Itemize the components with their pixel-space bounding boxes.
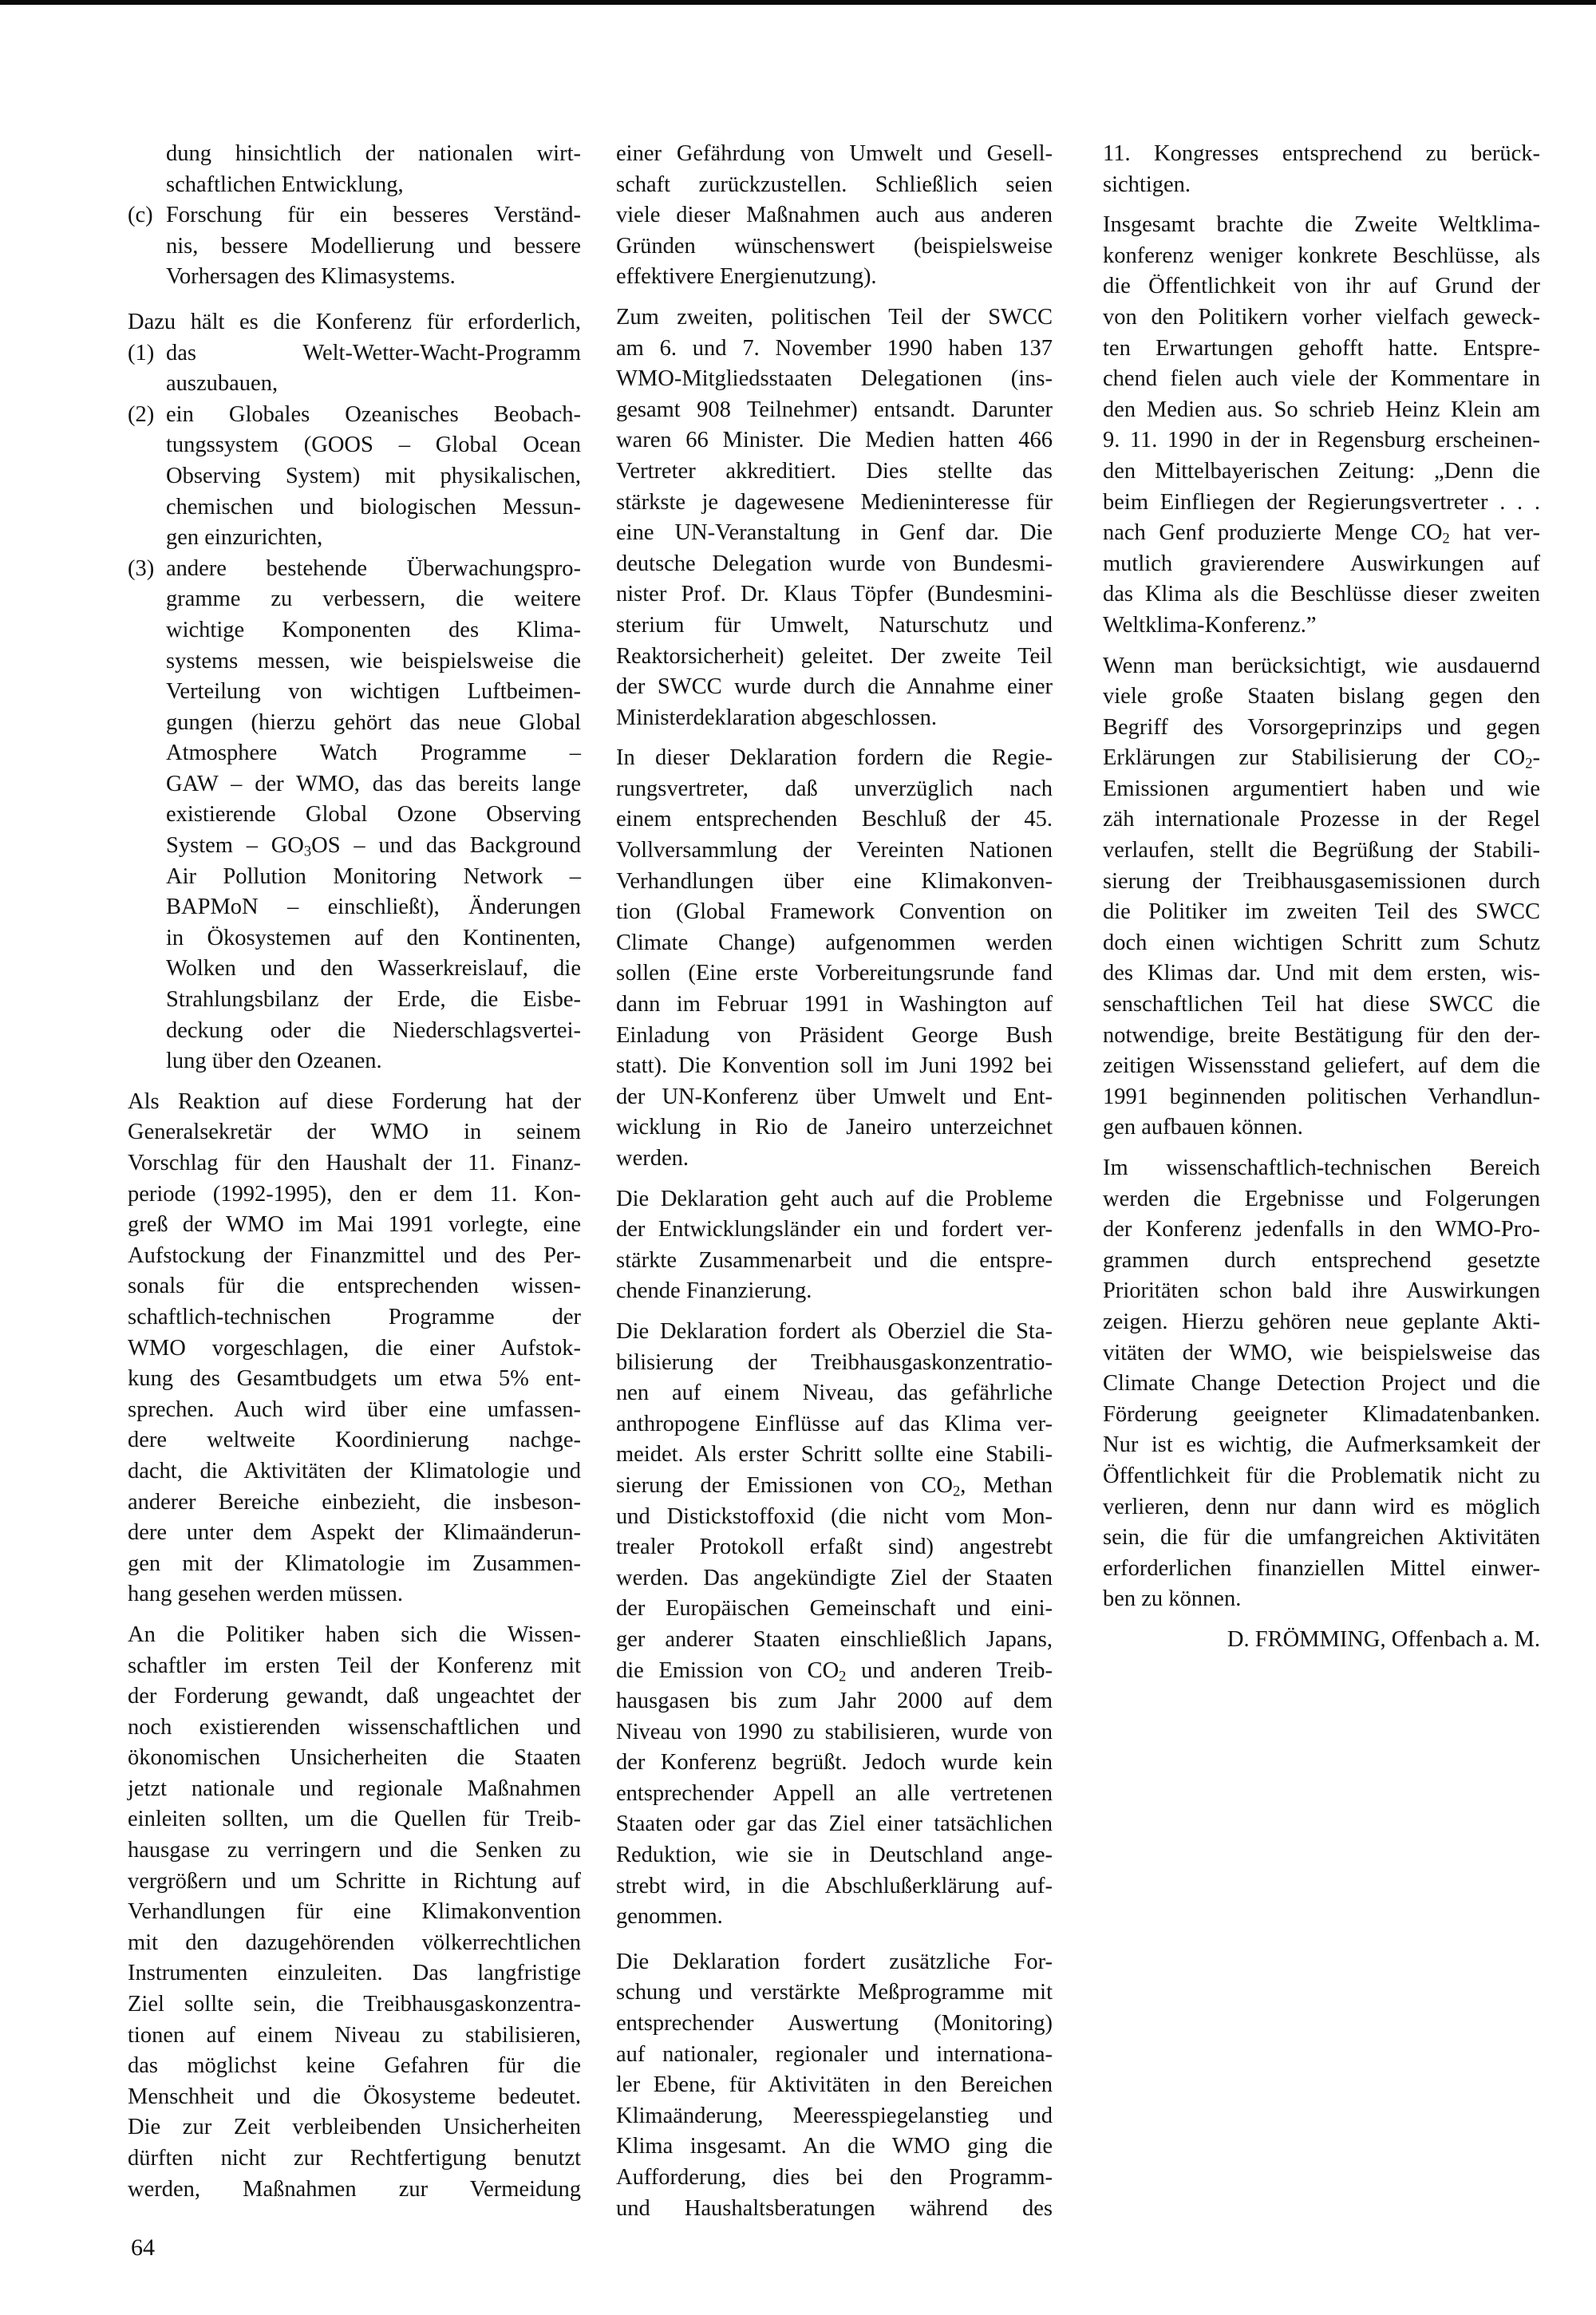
column-middle	[616, 139, 1053, 2234]
text-line: Atmosphere Watch Programme –	[166, 741, 581, 766]
text-line: werden die Ergebnisse und Folgerungen	[1103, 1186, 1540, 1211]
text-line: Klima insgesamt. An die WMO ging die	[616, 2134, 1053, 2159]
text-line: sollen (Eine erste Vorbereitungsrunde fand	[616, 961, 1053, 986]
text-line: BAPMoN – einschließt), Änderungen	[166, 895, 581, 920]
text-line: tionen auf einem Niveau zu stabilisieren,	[128, 2022, 581, 2048]
text-line: das Klima als die Beschlüsse dieser zweiten	[1103, 582, 1540, 607]
text-line: auszubauen,	[166, 371, 279, 397]
paragraph-developing-countries	[616, 1184, 1053, 1307]
list-label: (1)	[128, 340, 155, 365]
text-line: senschaftlichen Teil hat diese SWCC die	[1103, 992, 1540, 1017]
text-line: dürften nicht zur Rechtfertigung benutzt	[128, 2146, 581, 2171]
text-line: rungsvertreter, daß unverzüglich nach	[616, 776, 1053, 801]
paragraph-continuation	[616, 139, 1053, 293]
text-line: werden. Das angekündigte Ziel der Staaten	[616, 1565, 1053, 1590]
text-line: ten Erwartungen gehofft hatte. Entspre-	[1103, 335, 1540, 361]
text-line: der Konferenz jedenfalls in den WMO-Pro-	[1103, 1217, 1540, 1242]
text-line: An die Politiker haben sich die Wissen-	[128, 1622, 581, 1647]
text-line: einleiten sollten, um die Quellen für Treib-	[128, 1807, 581, 1832]
text-line: Klimaänderung, Meeresspiegelanstieg und	[616, 2103, 1053, 2128]
text-line: Verhandlungen über eine Klimakonven-	[616, 868, 1053, 894]
text-line: verlieren, denn nur dann wird es möglich	[1103, 1494, 1540, 1519]
text-line: Ziel sollte sein, die Treibhausgaskonzentra-	[128, 1992, 581, 2017]
list-item-1	[128, 338, 581, 400]
text-line: Instrumenten einzuleiten. Das langfristige	[128, 1961, 581, 1986]
list-item-c	[128, 200, 581, 293]
text-line: Als Reaktion auf diese Forderung hat der	[128, 1088, 581, 1114]
paragraph-congress	[1103, 139, 1540, 200]
text-line: effektivere Energienutzung).	[616, 264, 877, 290]
text-line: Gründen wünschenswert (beispielsweise	[616, 233, 1053, 259]
text-line: der UN-Konferenz über Umwelt und Ent-	[616, 1084, 1053, 1109]
text-line: mit den dazugehörenden völkerrechtlichen	[128, 1930, 581, 1955]
text-line: WMO-Mitgliedsstaaten Delegationen (ins-	[616, 366, 1053, 392]
text-line: und Haushaltsberatungen während des	[616, 2195, 1053, 2221]
text-line: zäh internationale Prozesse in der Regel	[1103, 807, 1540, 832]
text-line: Wolken und den Wasserkreislauf, die	[166, 956, 581, 982]
text-line: anderer Bereiche einbezieht, die insbeson-	[128, 1489, 581, 1515]
text-line: Menschheit und die Ökosysteme bedeutet.	[128, 2084, 581, 2109]
text-line: den Medien aus. So schrieb Heinz Klein am	[1103, 397, 1540, 422]
text-line: Öffentlichkeit für die Problematik nicht zu	[1103, 1463, 1540, 1488]
paragraph-budget	[128, 1087, 581, 1610]
text-line: ökonomischen Unsicherheiten die Staaten	[128, 1745, 581, 1771]
text-line: wichtige Komponenten des Klima-	[166, 617, 581, 642]
text-line: 1991 beginnenden politischen Verhandlun-	[1103, 1084, 1540, 1109]
text-line: dere weltweite Koordinierung nachge-	[128, 1428, 581, 1453]
text-line: 11. Kongresses entsprechend zu berück-	[1103, 141, 1540, 166]
text-line: das möglichst keine Gefahren für die	[128, 2053, 581, 2079]
text-line: Ministerdeklaration abgeschlossen.	[616, 705, 938, 730]
text-line: chende Finanzierung.	[616, 1278, 812, 1304]
text-line: Die Deklaration fordert zusätzliche For-	[616, 1949, 1053, 1974]
text-line: gramme zu verbessern, die weitere	[166, 587, 581, 612]
text-line: Vorschlag für den Haushalt der 11. Finanz-	[128, 1151, 581, 1175]
text-line: dung hinsichtlich der nationalen wirt-	[166, 141, 581, 166]
text-line: hang gesehen werden müssen.	[128, 1582, 404, 1607]
text-line: einer Gefährdung von Umwelt und Gesell-	[616, 141, 1053, 166]
text-line: gen aufbauen können.	[1103, 1115, 1303, 1140]
text-line: sein, die für die umfangreichen Aktivitäten	[1103, 1525, 1540, 1551]
text-line: die Politiker im zweiten Teil des SWCC	[1103, 899, 1540, 925]
paragraph-outlook	[1103, 1153, 1540, 1615]
paragraph-political-part	[616, 302, 1053, 733]
text-line: mutlich gravierendere Auswirkungen auf	[1103, 551, 1540, 576]
text-line: dann im Februar 1991 in Washington auf	[616, 992, 1053, 1017]
paragraph-declaration	[616, 743, 1053, 1174]
text-line: hausgasen bis zum Jahr 2000 auf dem	[616, 1689, 1053, 1714]
text-line: sierung der Emissionen von $CO_2$, Methan	[616, 1472, 1053, 1500]
text-line: sterium für Umwelt, Naturschutz und	[616, 612, 1053, 638]
text-line: Im wissenschaftlich-technischen Bereich	[1103, 1156, 1540, 1180]
list-label: (c)	[128, 203, 153, 228]
text-line: am 6. und 7. November 1990 haben 137	[616, 335, 1053, 361]
text-line: Die Deklaration fordert als Oberziel die Sta-	[616, 1318, 1053, 1344]
text-line: in Ökosystemen auf den Kontinenten,	[166, 925, 581, 950]
text-line: Climate Change) aufgenommen werden	[616, 930, 1053, 955]
text-line: Aufforderung, dies bei den Programm-	[616, 2165, 1053, 2190]
text-line: Verteilung von wichtigen Luftbeimen-	[166, 679, 581, 705]
text-line: Emissionen argumentiert haben und wie	[1103, 776, 1540, 801]
text-line: beim Einfliegen der Regierungsvertreter . . .	[1103, 489, 1540, 515]
text-line: chend fielen auch viele der Kommentare in	[1103, 366, 1540, 392]
text-line: sonals für die entsprechenden wissen-	[128, 1274, 581, 1299]
paragraph-politicians	[128, 1620, 581, 2205]
text-line: verlaufen, stellt die Begrüßung der Stabili-	[1103, 838, 1540, 863]
text-line: Prioritäten schon bald ihre Auswirkungen	[1103, 1278, 1540, 1304]
text-line: meidet. Als erster Schritt sollte eine Stabili-	[616, 1442, 1053, 1468]
text-line: das Welt-Wetter-Wacht-Programm	[166, 340, 581, 365]
text-line: waren 66 Minister. Die Medien hatten 466	[616, 428, 1053, 453]
text-line: viele dieser Maßnahmen auch aus anderen	[616, 203, 1053, 228]
text-line: stärkte Zusammenarbeit und die entspre-	[616, 1247, 1053, 1273]
text-line: die Öffentlichkeit von ihr auf Grund der	[1103, 274, 1540, 299]
text-line: nach Genf produzierte Menge $CO_2$ hat ver-	[1103, 520, 1540, 547]
text-line: noch existierenden wissenschaftlichen und	[128, 1714, 581, 1740]
text-line: sprechen. Auch wird über eine umfassen-	[128, 1397, 581, 1422]
paragraph-research	[616, 1947, 1053, 2224]
text-line: System – $GO_3OS$ – und das Background	[166, 833, 581, 860]
text-line: sierung der Treibhausgasemissionen durch	[1103, 868, 1540, 894]
text-line: Zum zweiten, politischen Teil der SWCC	[616, 304, 1053, 330]
text-line: des Klimas dar. Und mit dem ersten, wis-	[1103, 961, 1540, 986]
text-line: nister Prof. Dr. Klaus Töpfer (Bundesmini-	[616, 582, 1053, 607]
text-line: erforderlichen finanziellen Mittel einwer-	[1103, 1555, 1540, 1581]
text-line: dere unter dem Aspekt der Klimaänderun-	[128, 1520, 581, 1546]
text-line: Niveau von 1990 zu stabilisieren, wurde von	[616, 1719, 1053, 1744]
text-line: Die Deklaration geht auch auf die Probleme	[616, 1186, 1053, 1211]
text-line: ler Ebene, für Aktivitäten in den Bereichen	[616, 2072, 1053, 2098]
paragraph-summary	[1103, 210, 1540, 641]
text-line: der Entwicklungsländer ein und fordert ver-	[616, 1217, 1053, 1242]
text-line: kung des Gesamtbudgets um etwa 5% ent-	[128, 1366, 581, 1392]
text-line: Reduktion, wie sie in Deutschland ange-	[616, 1843, 1053, 1868]
list-label: (2)	[128, 401, 155, 427]
text-line: Reaktorsicherheit) geleitet. Der zweite Teil	[616, 643, 1053, 669]
text-line: nen auf einem Niveau, das gefährliche	[616, 1381, 1053, 1406]
text-line: nis, bessere Modellierung und bessere	[166, 233, 581, 259]
text-line: auf nationaler, regionaler und internationa-	[616, 2041, 1053, 2067]
page-number: 64	[131, 2234, 155, 2261]
text-line: der Europäischen Gemeinschaft und eini-	[616, 1596, 1053, 1622]
list-label: (3)	[128, 555, 155, 581]
text-line: existierende Global Ozone Observing	[166, 802, 581, 828]
text-line: Förderung geeigneter Klimadatenbanken.	[1103, 1401, 1540, 1427]
text-line: einem entsprechenden Beschluß der 45.	[616, 807, 1053, 832]
text-line: zeitigen Wissensstand geliefert, auf dem die	[1103, 1053, 1540, 1079]
text-line: und Distickstoffoxid (die nicht vom Mon-	[616, 1503, 1053, 1529]
list-intro: Dazu hält es die Konferenz für erforderlich,	[128, 309, 581, 334]
text-line: genommen.	[616, 1904, 723, 1930]
text-line: eine UN-Veranstaltung in Genf dar. Die	[616, 520, 1053, 546]
text-line: Weltklima-Konferenz.”	[1103, 612, 1317, 638]
text-line: stärkste je dagewesene Medieninteresse für	[616, 489, 1053, 515]
text-line: schaftler im ersten Teil der Konferenz mit	[128, 1653, 581, 1678]
text-line: schung und verstärkte Meßprogramme mit	[616, 1980, 1053, 2005]
text-line: notwendige, breite Bestätigung für den der-	[1103, 1022, 1540, 1048]
text-line: deckung oder die Niederschlagsvertei-	[166, 1017, 581, 1043]
text-line: In dieser Deklaration fordern die Regie-	[616, 745, 1053, 771]
text-line: entsprechender Auswertung (Monitoring)	[616, 2011, 1053, 2036]
text-line: sichtigen.	[1103, 172, 1191, 197]
text-line: GAW – der WMO, das das bereits lange	[166, 771, 581, 796]
text-line: viele große Staaten bislang gegen den	[1103, 684, 1540, 709]
text-line: Forschung für ein besseres Verständ-	[166, 203, 581, 228]
text-line: ein Globales Ozeanisches Beobach-	[166, 401, 581, 427]
text-line: gen einzurichten,	[166, 525, 323, 551]
text-line: periode (1992-1995), den er dem 11. Kon-	[128, 1181, 581, 1207]
paragraph-assessment	[1103, 651, 1540, 1144]
text-line: Aufstockung der Finanzmittel und des Per-	[128, 1242, 581, 1268]
text-line: der SWCC wurde durch die Annahme einer	[616, 674, 1053, 700]
text-line: werden.	[616, 1146, 689, 1171]
text-line: gesamt 908 Teilnehmer) entsandt. Darunter	[616, 397, 1053, 422]
text-line: Begriff des Vorsorgeprinzips und gegen	[1103, 714, 1540, 740]
text-line: gen mit der Klimatologie im Zusammen-	[128, 1551, 581, 1576]
text-line: grammen durch entsprechend gesetzte	[1103, 1247, 1540, 1273]
scan-top-edge	[0, 0, 1596, 5]
column-right	[1103, 139, 1540, 1656]
text-line: jetzt nationale und regionale Maßnahmen	[128, 1776, 581, 1801]
requirements-list	[128, 307, 581, 1077]
text-line: tungssystem (GOOS – Global Ocean	[166, 433, 581, 458]
text-line: Observing System) mit physikalischen,	[166, 463, 581, 488]
text-line: Verhandlungen für eine Klimakonvention	[128, 1899, 581, 1925]
text-line: wicklung in Rio de Janeiro unterzeichnet	[616, 1115, 1053, 1140]
text-line: strebt wird, in die Abschlußerklärung auf-	[616, 1873, 1053, 1898]
text-line: Einladung von Präsident George Bush	[616, 1022, 1053, 1048]
text-line: werden, Maßnahmen zur Vermeidung	[128, 2176, 581, 2202]
text-line: hausgase zu verringern und die Senken zu	[128, 1838, 581, 1863]
text-line: konferenz weniger konkrete Beschlüsse, als	[1103, 243, 1540, 268]
text-line: dacht, die Aktivitäten der Klimatologie und	[128, 1458, 581, 1483]
text-line: trealer Protokoll erfaßt sind) angestrebt	[616, 1535, 1053, 1560]
text-line: lung über den Ozeanen.	[166, 1049, 382, 1074]
text-line: Vollversammlung der Vereinten Nationen	[616, 838, 1053, 863]
column-left	[128, 139, 581, 2214]
text-line: anthropogene Einflüsse auf das Klima ver-	[616, 1411, 1053, 1436]
text-line: vitäten der WMO, wie beispielsweise das	[1103, 1340, 1540, 1365]
text-line: schaftlichen Entwicklung,	[166, 172, 404, 197]
author-signature: D. FRÖMMING, Offenbach a. M.	[1227, 1626, 1540, 1652]
text-line: schaftlich-technischen Programme der	[128, 1304, 581, 1329]
text-line: ben zu können.	[1103, 1586, 1242, 1612]
text-line: Erklärungen zur Stabilisierung der $CO_2-$	[1103, 745, 1540, 772]
text-line: statt). Die Konvention soll im Juni 1992 bei	[616, 1053, 1053, 1079]
text-line: tion (Global Framework Convention on	[616, 899, 1053, 925]
text-line: Climate Change Detection Project und die	[1103, 1371, 1540, 1397]
text-line: systems messen, wie beispielsweise die	[166, 648, 581, 674]
text-line: der Forderung gewandt, daß ungeachtet der	[128, 1684, 581, 1709]
text-line: der Konferenz begrüßt. Jedoch wurde kein	[616, 1750, 1053, 1776]
text-line: zeigen. Hierzu gehören neue geplante Akti-	[1103, 1309, 1540, 1334]
list-item-3	[128, 554, 581, 1077]
text-line: Insgesamt brachte die Zweite Weltklima-	[1103, 212, 1540, 238]
text-line: schaft zurückzustellen. Schließlich seien	[616, 172, 1053, 197]
text-line: greß der WMO im Mai 1991 vorlegte, eine	[128, 1212, 581, 1238]
text-line: ger anderer Staaten einschließlich Japans,	[616, 1626, 1053, 1652]
text-line: Nur ist es wichtig, die Aufmerksamkeit der	[1103, 1432, 1540, 1458]
text-line: 9. 11. 1990 in der in Regensburg erscheinen-	[1103, 428, 1540, 453]
text-line: bilisierung der Treibhausgaskonzentratio-	[616, 1349, 1053, 1375]
text-line: die Emission von $CO_2$ und anderen Treib-	[616, 1657, 1053, 1685]
paragraph-stabilisation	[616, 1317, 1053, 1933]
text-line: Staaten oder gar das Ziel einer tatsächlichen	[616, 1811, 1053, 1837]
list-item-2	[128, 400, 581, 554]
text-line: doch einen wichtigen Schritt zum Schutz	[1103, 930, 1540, 955]
text-line: Vorhersagen des Klimasystems.	[166, 264, 456, 290]
list-item-b-continued	[128, 139, 581, 200]
text-line: Generalsekretär der WMO in seinem	[128, 1120, 581, 1145]
text-line: Strahlungsbilanz der Erde, die Eisbe-	[166, 987, 581, 1013]
text-line: Air Pollution Monitoring Network –	[166, 863, 581, 889]
text-line: chemischen und biologischen Messun-	[166, 494, 581, 519]
text-line: Die zur Zeit verbleibenden Unsicherheiten	[128, 2115, 581, 2140]
text-line: entsprechender Appell an alle vertretenen	[616, 1780, 1053, 1806]
text-line: den Mittelbayerischen Zeitung: „Denn die	[1103, 458, 1540, 484]
text-line: von den Politikern vorher vielfach geweck-	[1103, 304, 1540, 330]
text-line: Vertreter akkreditiert. Dies stellte das	[616, 458, 1053, 484]
text-line: deutsche Delegation wurde von Bundesmi-	[616, 551, 1053, 576]
text-line: andere bestehende Überwachungspro-	[166, 555, 581, 581]
text-line: vergrößern und um Schritte in Richtung auf	[128, 1868, 581, 1894]
text-line: Wenn man berücksichtigt, wie ausdauernd	[1103, 653, 1540, 678]
text-line: WMO vorgeschlagen, die einer Aufstok-	[128, 1335, 581, 1361]
list-continuation	[128, 139, 581, 293]
text-line: gungen (hierzu gehört das neue Global	[166, 709, 581, 735]
